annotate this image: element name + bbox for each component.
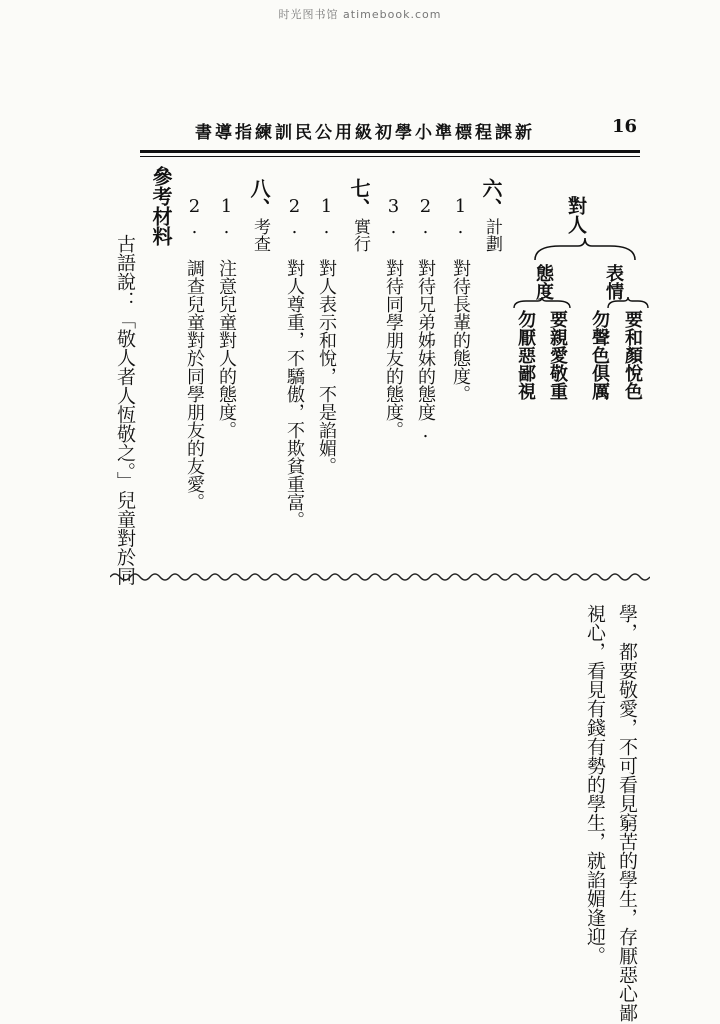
page-number: 16 <box>612 116 638 137</box>
list-item: 2. 對人尊重，不驕傲，不欺貧重富。 <box>284 196 305 529</box>
section-heading: 六、 <box>479 178 503 218</box>
attitude-brace <box>512 296 572 310</box>
section-title: 計劃 <box>482 218 502 252</box>
header-rule-thin <box>140 156 640 157</box>
diagram-item: 勿厭惡鄙視 <box>515 310 536 400</box>
section-title: 實行 <box>350 218 370 252</box>
diagram-item: 勿聲色俱厲 <box>589 310 610 400</box>
diagram-item: 要親愛敬重 <box>547 310 568 400</box>
list-item: 1. 對人表示和悅，不是諂媚。 <box>316 196 337 475</box>
expression-brace <box>606 296 650 310</box>
list-item: 3. 對待同學朋友的態度。 <box>383 196 404 439</box>
wavy-divider <box>110 570 650 584</box>
diagram-branch-attitude: 態度 <box>533 264 554 300</box>
reference-heading: 參考材料 <box>149 166 173 246</box>
continuation-line: 學，都要敬愛，不可看見窮苦的學生，存厭惡心鄙 <box>616 604 638 1022</box>
diagram-branch-expression: 表情 <box>603 264 624 300</box>
diagram-root-brace <box>530 236 640 264</box>
list-item: 1. 對待長輩的態度。 <box>450 196 471 403</box>
diagram-item: 要和顏悅色 <box>622 310 643 400</box>
watermark: 时光图书馆 atimebook.com <box>278 8 442 21</box>
list-item: 1. 注意兒童對人的態度。 <box>216 196 237 439</box>
reference-text: 古語說：「敬人者人恆敬之。」兒童對於同 <box>114 234 136 586</box>
section-heading: 八、 <box>247 178 271 218</box>
section-title: 考查 <box>250 218 270 252</box>
list-item: 2. 調查兒童對於同學朋友的友愛。 <box>184 196 205 511</box>
list-item: 2. 對待兄弟姊妹的態度. <box>415 196 436 442</box>
diagram-root: 對人 <box>565 196 587 234</box>
running-head-title: 新課程標準小學初級用公民訓練指導書 <box>195 123 535 143</box>
section-heading: 七、 <box>347 178 371 218</box>
continuation-line: 視心，看見有錢有勢的學生，就諂媚逢迎。 <box>584 604 606 965</box>
header-rule <box>140 150 640 153</box>
running-header <box>0 118 720 142</box>
